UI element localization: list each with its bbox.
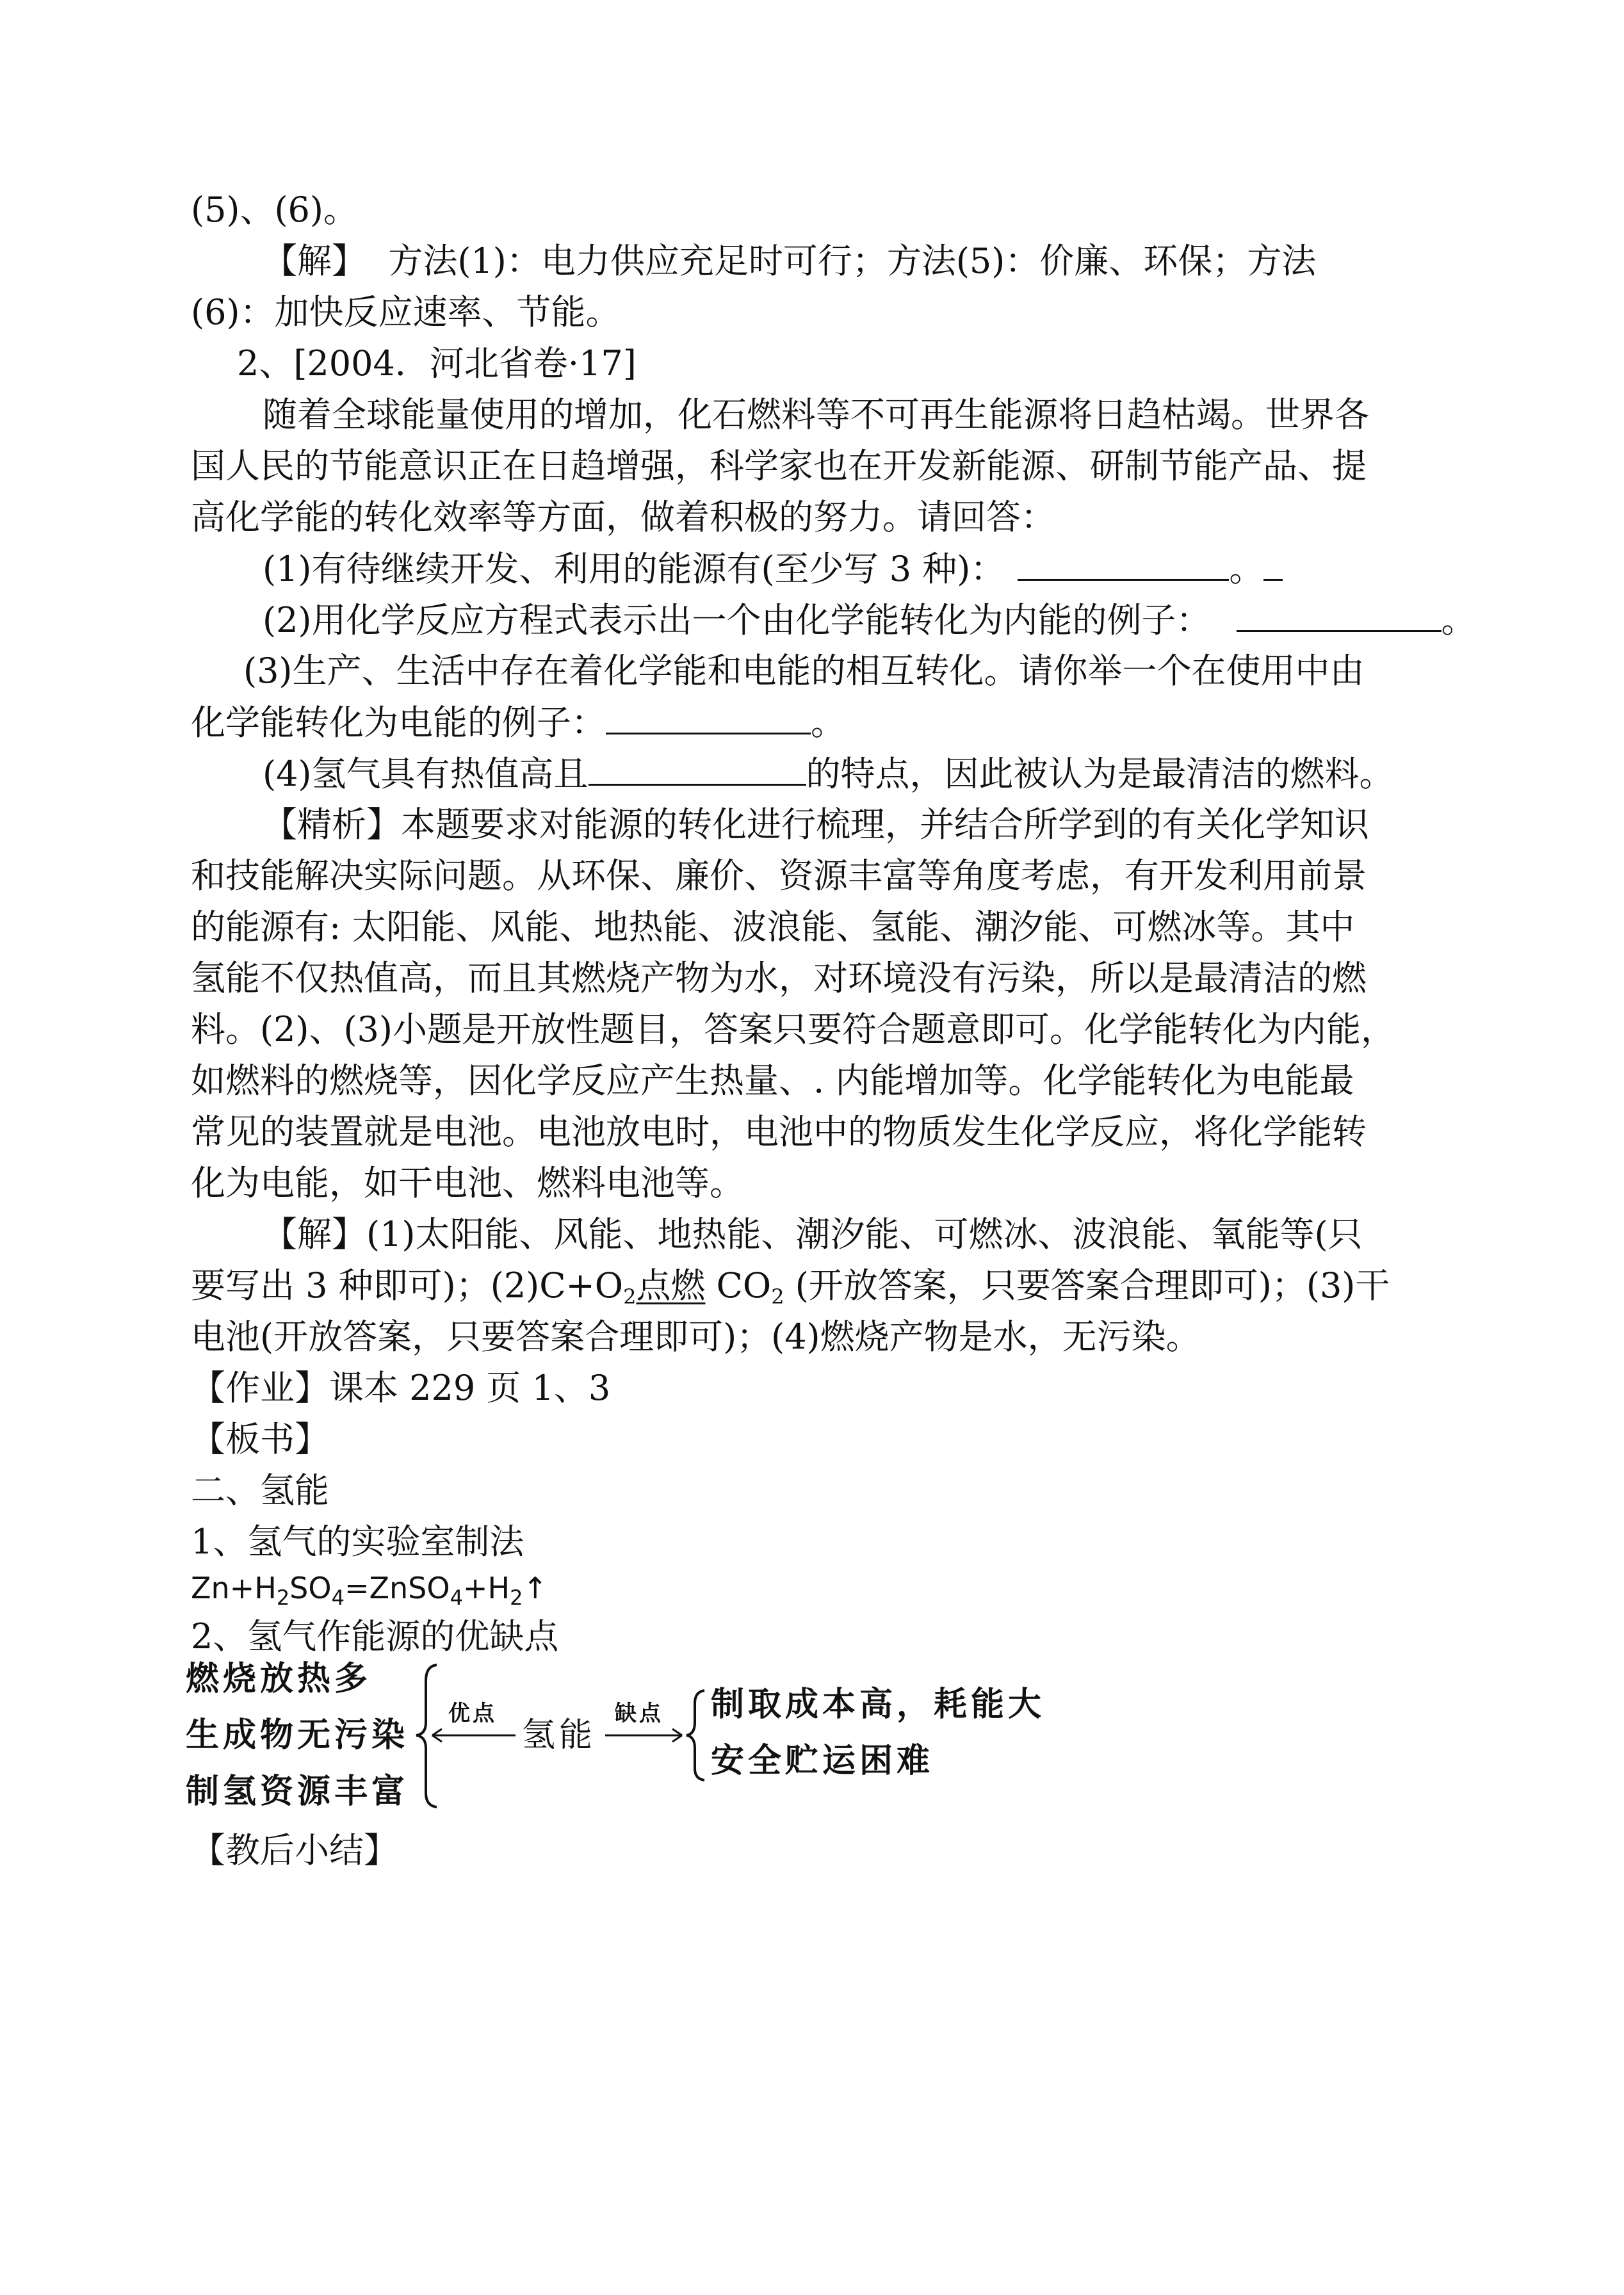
analysis-line: 的能源有: 太阳能、风能、地热能、波浪能、氢能、潮汐能、可燃冰等。其中 [191,907,1355,947]
question-2 [263,594,1476,646]
text-segment: CO [705,1265,772,1306]
question-text: 化学能转化为电能的例子： [191,702,606,743]
solution-line: 【解】(1)太阳能、风能、地热能、潮汐能、可燃冰、波浪能、氧能等(只 [263,1214,1363,1254]
subscript: 4 [450,1585,463,1610]
eq-part: =ZnSO [344,1571,450,1605]
question-text: 的特点，因此被认为是最清洁的燃料。 [806,754,1394,794]
subsection-heading: 1、氢气的实验室制法 [191,1521,524,1562]
hydrogen-pros-cons-diagram [179,1658,1089,1851]
text-segment: 要写出 3 种即可)；(2)C+O [191,1265,624,1306]
subscript: 4 [331,1585,345,1610]
analysis-line: 常见的装置就是电池。电池放电时，电池中的物质发生化学反应，将化学能转 [191,1112,1367,1152]
subscript: 2 [623,1285,637,1309]
punctuation: 。 [1229,549,1264,589]
up-arrow-icon: ↑ [523,1571,548,1605]
question-text: (4)氢气具有热值高且 [263,754,589,794]
advantage-item: 燃烧放热多 [186,1660,372,1698]
eq-part: SO [289,1571,332,1605]
chemical-equation [191,1562,548,1614]
disadvantage-item: 制取成本高，耗能大 [711,1685,1046,1724]
text-line: 高化学能的转化效率等方面，做着积极的努力。请回答： [191,497,1055,537]
advantage-item: 制氢资源丰富 [186,1772,409,1811]
advantage-item: 生成物无污染 [186,1716,409,1755]
solution-line [191,1260,1390,1311]
homework-line: 【作业】课本 229 页 1、3 [191,1368,611,1408]
disadvantage-item: 安全贮运困难 [711,1742,934,1780]
eq-part: +H [462,1571,510,1605]
text-line: 国人民的节能意识正在日趋增强，科学家也在开发新能源、研制节能产品、提 [191,446,1367,486]
answer-blank-tail [1263,543,1283,581]
question-3: (3)生产、生活中存在着化学能和电能的相互转化。请你举一个在使用中由 [243,651,1365,691]
subscript: 2 [276,1585,290,1610]
analysis-line: 【精析】本题要求对能源的转化进行梳理，并结合所学到的有关化学知识 [263,804,1369,845]
analysis-line: 如燃料的燃烧等，因化学反应产生热量、. 内能增加等。化学能转化为电能最 [191,1060,1354,1101]
answer-blank[interactable] [606,697,811,734]
eq-part: Zn+H [191,1571,277,1605]
punctuation: 。 [811,702,845,743]
question-header: 2、[2004．河北省卷·17] [237,343,637,384]
text-segment: (开放答案，只要答案合理即可)；(3)干 [784,1265,1390,1306]
subsection-heading: 2、氢气作能源的优缺点 [191,1616,559,1657]
answer-blank[interactable] [1018,543,1229,581]
question-text: (1)有待继续开发、利用的能源有(至少写 3 种)： [263,549,1005,589]
text-line: (6)：加快反应速率、节能。 [191,292,621,332]
subscript: 2 [510,1585,523,1610]
text-line: 随着全球能量使用的增加，化石燃料等不可再生能源将日趋枯竭。世界各 [263,394,1369,435]
answer-blank[interactable] [589,748,806,786]
right-brace [686,1691,704,1780]
blackboard-heading: 【板书】 [191,1419,329,1459]
punctuation: 。 [1441,600,1476,640]
solution-line: 电池(开放答案，只要答案合理即可)；(4)燃烧产物是水，无污染。 [191,1317,1201,1357]
subscript: 2 [771,1285,784,1309]
answer-blank[interactable] [1237,594,1441,632]
analysis-line: 和技能解决实际问题。从环保、廉价、资源丰富等角度考虑，有开发利用前景 [191,856,1367,896]
advantage-label: 优点 [448,1701,497,1726]
question-4 [263,748,1394,800]
question-text: (2)用化学反应方程式表示出一个由化学能转化为内能的例子： [263,600,1211,640]
reaction-condition: 点燃 [636,1265,706,1306]
question-3-cont [191,697,845,749]
solution-line: 【解】 方法(1)：电力供应充足时可行；方法(5)：价廉、环保；方法 [263,241,1317,281]
analysis-line: 料。(2)、(3)小题是开放性题目，答案只要符合题意即可。化学能转化为内能， [191,1009,1395,1050]
hydrogen-energy-center: 氢能 [522,1716,597,1755]
section-heading: 二、氢能 [191,1470,329,1511]
question-1 [263,543,1283,595]
disadvantage-label: 缺点 [615,1701,663,1726]
post-lesson-summary-heading: 【教后小结】 [191,1830,398,1870]
text-line: (5)、(6)。 [191,190,358,230]
analysis-line: 氢能不仅热值高，而且其燃烧产物为水，对环境没有污染，所以是最清洁的燃 [191,958,1367,998]
analysis-line: 化为电能，如干电池、燃料电池等。 [191,1163,744,1203]
